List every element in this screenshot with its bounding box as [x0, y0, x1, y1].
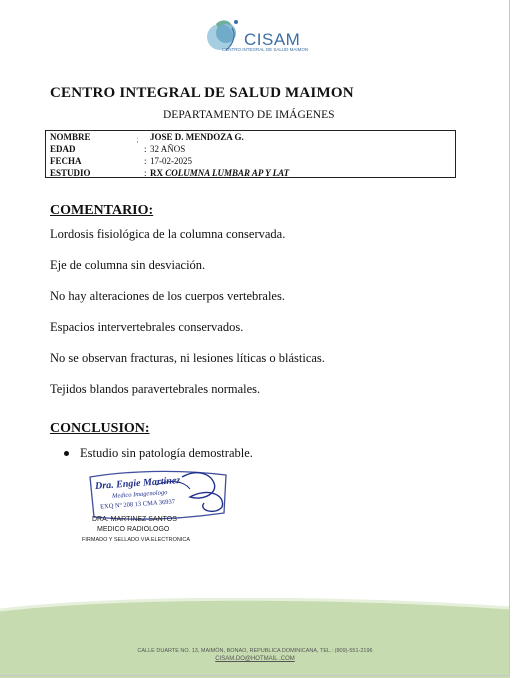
doctor-name: DRA. MARTINEZ SANTOS	[92, 516, 177, 523]
clinic-title: CENTRO INTEGRAL DE SALUD MAIMON	[50, 85, 354, 101]
comment-line: Tejidos blandos paravertebrales normales.	[50, 382, 261, 396]
logo-wordmark: CISAM	[244, 30, 301, 49]
stamp-role: Medico Imagenologo	[111, 489, 168, 500]
stamp-name: Dra. Engie Martinez	[94, 475, 181, 492]
doctor-role: MEDICO RADIOLOGO	[97, 526, 170, 533]
signed-note: FIRMADO Y SELLADO VIA ELECTRONICA	[82, 537, 190, 543]
info-row-age	[46, 143, 455, 155]
info-row-name	[46, 131, 455, 143]
footer-wave	[0, 598, 510, 678]
conclusion-item: Estudio sin patología demostrable.	[80, 446, 253, 460]
comment-heading: COMENTARIO:	[50, 203, 154, 218]
info-label: EDAD	[50, 144, 76, 154]
info-label: FECHA	[50, 156, 82, 166]
conclusion-heading: CONCLUSION:	[50, 421, 150, 436]
separator-mark: ⁏	[136, 136, 139, 144]
patient-info-box	[45, 130, 456, 178]
comment-line: No hay alteraciones de los cuerpos vertebrales.	[50, 289, 285, 303]
info-separator: :	[144, 144, 147, 154]
footer-email-text: CISAM.DO@HOTMAIL .COM	[215, 656, 295, 662]
info-value	[150, 167, 289, 179]
comment-line: Espacios intervertebrales conservados.	[50, 320, 244, 334]
logo-subtitle: CENTRO INTEGRAL DE SALUD MAIMON	[222, 47, 309, 52]
info-label: NOMBRE	[50, 132, 91, 142]
info-value: JOSE D. MENDOZA G.	[150, 132, 244, 142]
comment-line: Eje de columna sin desviación.	[50, 258, 206, 272]
info-row-study	[46, 167, 455, 179]
info-row-date	[46, 155, 455, 167]
info-separator: :	[144, 156, 147, 166]
info-value: 17-02-2025	[150, 156, 192, 166]
comment-line: No se observan fracturas, ni lesiones líticas o blásticas.	[50, 351, 325, 365]
bullet-icon	[64, 451, 69, 456]
info-value: 32 AÑOS	[150, 144, 186, 154]
study-name: COLUMNA LUMBAR AP Y LAT	[165, 168, 290, 178]
department-name: DEPARTAMENTO DE IMÁGENES	[163, 109, 335, 121]
stamp-id: EXQ Nº 208 13 CMA 36937	[99, 498, 176, 511]
info-label: ESTUDIO	[50, 168, 91, 178]
footer-email	[0, 656, 510, 662]
info-separator: :	[144, 168, 147, 178]
study-prefix: RX	[150, 168, 166, 178]
footer-address: CALLE DUARTE NO. 13, MAIMÓN, BONAO, REPUBLICA DOMINICANA, TEL.: (809)-551-2196	[137, 648, 373, 654]
comment-line: Lordosis fisiológica de la columna conservada.	[50, 227, 286, 241]
